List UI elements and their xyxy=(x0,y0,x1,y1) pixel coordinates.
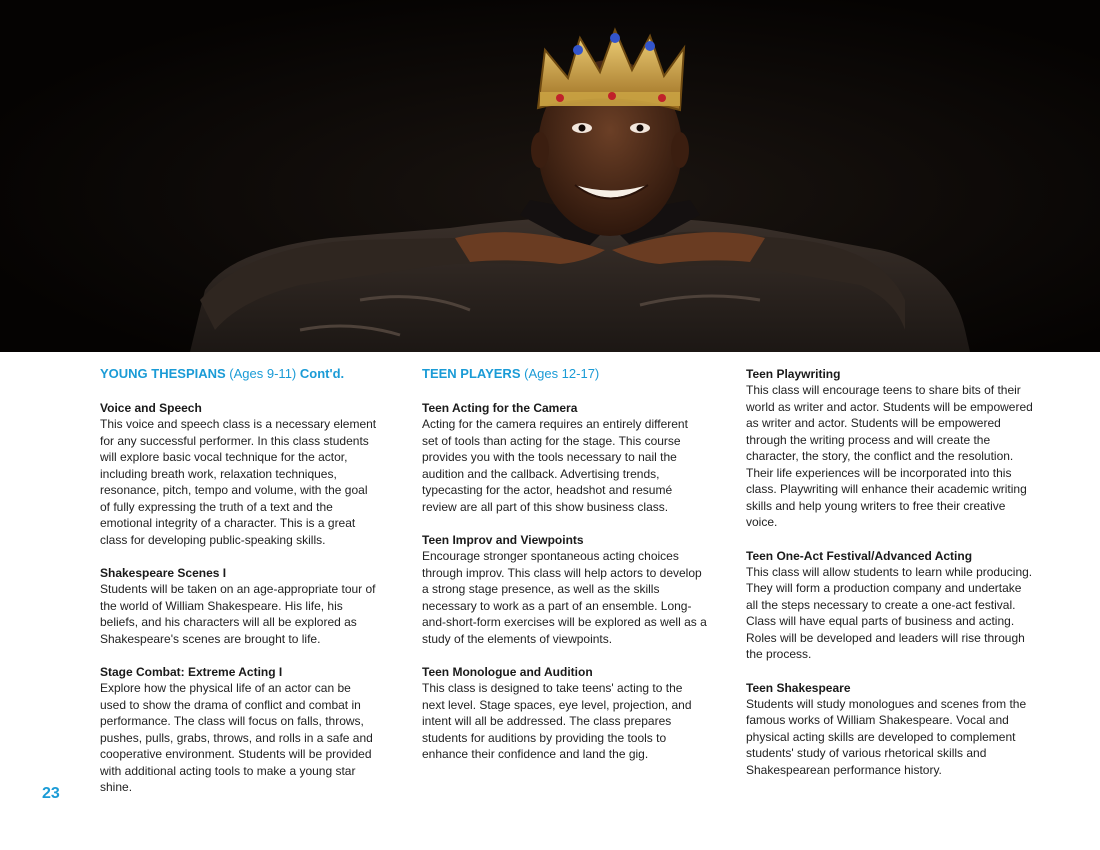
course-description: Encourage stronger spontaneous acting choices through improv. This class will help actors to develop a strong stage presence, as well as the skills necessary to work as a part of an ensemble. Long-and-short-form exercises will be explored as well as a study of the elements of viewpoints. xyxy=(422,549,707,646)
heading-contd: Cont'd. xyxy=(299,366,345,381)
course-stage-combat xyxy=(100,664,380,796)
section-heading-teen-players xyxy=(422,366,707,382)
section-heading-young-thespians xyxy=(100,366,380,382)
course-title: Teen Monologue and Audition xyxy=(422,665,593,679)
course-teen-one-act xyxy=(746,548,1036,663)
course-teen-acting-camera xyxy=(422,400,707,515)
heading-ages: (Ages 9-11) xyxy=(225,366,300,381)
course-title: Teen Playwriting xyxy=(746,367,841,381)
course-title: Teen Acting for the Camera xyxy=(422,401,578,415)
course-title: Teen Shakespeare xyxy=(746,680,851,695)
course-description: This voice and speech class is a necessary element for any successful performer. In this class students will explore basic vocal technique for the actor, including breath work, relaxation techniques, resonance, pitch, tempo and volume, with the goal of fully expressing the truth of a text and the emotional integrity of a character. This is a great class for developing public-speaking skills. xyxy=(100,417,377,547)
course-teen-improv xyxy=(422,532,707,647)
course-description: Students will study monologues and scenes from the famous works of William Shakespeare. Vocal and physical acting skills are developed to complement students' study of various rhetorical skills and Shakespearean performance history. xyxy=(746,696,1027,777)
hero-photo xyxy=(0,0,1100,352)
page-number: 23 xyxy=(42,785,60,802)
column-young-thespians xyxy=(100,366,380,813)
course-teen-shakespeare xyxy=(746,680,1036,779)
course-title: Shakespeare Scenes I xyxy=(100,566,227,580)
course-shakespeare-scenes xyxy=(100,565,380,647)
heading-title: YOUNG THESPIANS xyxy=(100,366,226,381)
course-description: Students will be taken on an age-appropriate tour of the world of William Shakespeare. His life, his beliefs, and his characters will all be explored as Shakespeare's scenes are brought to life. xyxy=(100,582,376,646)
course-voice-and-speech xyxy=(100,400,380,548)
heading-title: TEEN PLAYERS xyxy=(422,366,521,381)
course-description: This class will encourage teens to share bits of their world as writer and actor. Students will be empowered as writer and actor. Students will be empowered through the writing process and will create the character, the story, the conflict and the resolution. Their life experiences will be incorporated into this class. Playwriting will enhance their academic writing skills and help young writers to free their creative voice. xyxy=(746,383,1033,529)
heading-ages: (Ages 12-17) xyxy=(520,366,600,381)
column-teen-players xyxy=(422,366,707,780)
course-title: Teen One-Act Festival/Advanced Acting xyxy=(746,548,973,563)
course-description: This class is designed to take teens' acting to the next level. Stage spaces, eye level, projection, and intent will all be addressed. The class prepares students for auditions by providing the tools to enhance their confidence and land the gig. xyxy=(422,681,692,761)
course-title: Stage Combat: Extreme Acting I xyxy=(100,665,283,679)
course-title: Teen Improv and Viewpoints xyxy=(422,533,584,547)
course-description: This class will allow students to learn while producing. They will form a production company and undertake all the steps necessary to create a one-act festival. Class will have equal parts of business and acting. Roles will be developed and leaders will rise through the process. xyxy=(746,564,1033,661)
course-description: Explore how the physical life of an actor can be used to show the drama of conflict and combat in performance. The class will focus on falls, throws, pushes, pulls, grabs, throws, and rolls in a safe and cooperative environment. Students will be provided with additional acting tools to make a young star shine. xyxy=(100,681,373,794)
column-teen-more xyxy=(746,366,1036,795)
course-teen-playwriting xyxy=(746,366,1036,531)
photo-actor-crown xyxy=(0,0,1100,352)
course-title: Voice and Speech xyxy=(100,401,202,415)
course-description: Acting for the camera requires an entirely different set of tools than acting for the stage. This course provides you with the tools necessary to nail the audition and the callback. Advertising trends, typecasting for the actor, headshot and resumé review are all part of this show business class. xyxy=(422,417,688,514)
course-teen-monologue xyxy=(422,664,707,763)
